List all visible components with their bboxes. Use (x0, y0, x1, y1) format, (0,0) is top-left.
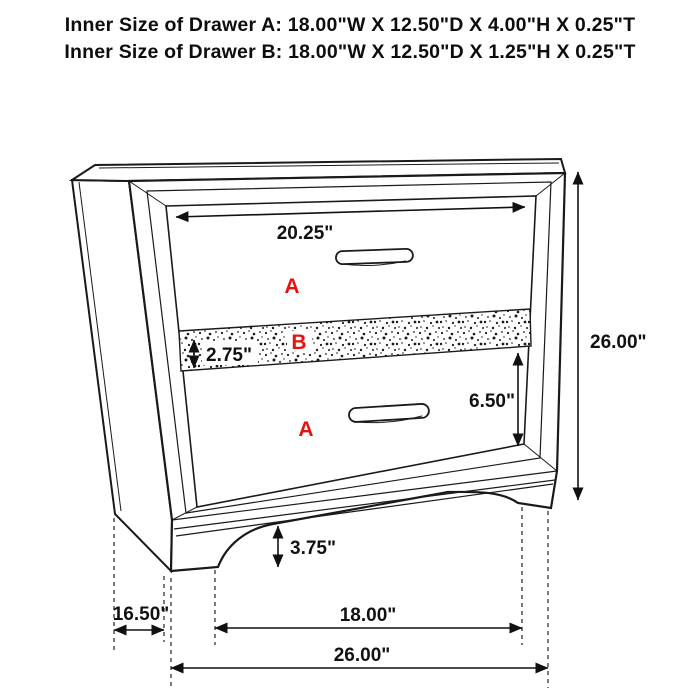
nightstand-drawing (72, 159, 565, 571)
drawer-a-bottom-label: A (298, 418, 314, 441)
dim-label-side-depth: 16.50" (112, 604, 170, 625)
dim-label-drawer-width: 20.25" (276, 223, 334, 244)
dim-label-bottom-drawer-height: 6.50" (469, 391, 515, 412)
drawer-a-size-text: Inner Size of Drawer A: 18.00"W X 12.50"D X 4.00"H X 0.25"T (64, 14, 636, 36)
drawer-b-size-text: Inner Size of Drawer B: 18.00"W X 12.50"D X 1.25"H X 0.25"T (64, 41, 636, 63)
drawer-a-top-label: A (284, 275, 300, 298)
dim-label-leg-clearance: 3.75" (290, 538, 336, 559)
dim-label-strip-height: 2.75" (206, 345, 252, 366)
strip-b-label: B (291, 331, 307, 354)
dim-label-total-width: 26.00" (333, 645, 391, 666)
dim-label-total-height: 26.00" (590, 332, 647, 353)
dim-label-leg-span: 18.00" (339, 605, 397, 626)
